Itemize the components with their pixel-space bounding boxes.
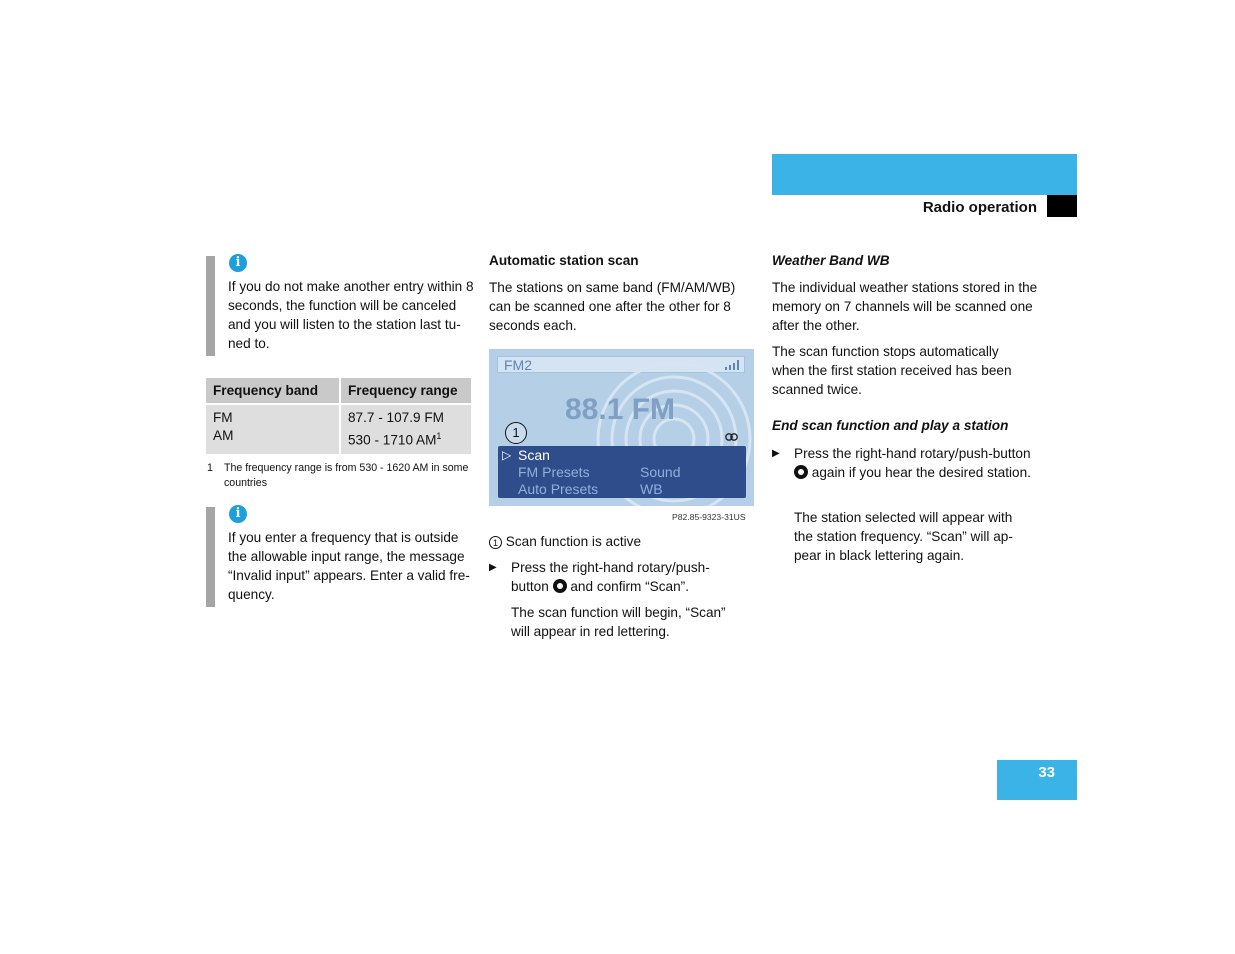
frequency-readout: 88.1 FM: [565, 393, 676, 426]
legend-number: 1: [489, 536, 502, 549]
menu-item-scan[interactable]: Scan: [518, 447, 550, 463]
info-text: If you do not make another entry within 8 seconds, the function will be canceled and you will listen to the station last tu-ned to.: [228, 279, 474, 351]
auto-scan-heading: Automatic station scan: [489, 253, 639, 268]
figure-caption: P82.85-9323-31US: [672, 512, 746, 522]
info-icon: i: [229, 505, 247, 523]
table-header: Frequency range: [340, 378, 471, 404]
step-text: Press the right-hand rotary/push-button again if you hear the desired station.: [794, 446, 1031, 480]
step-result: The scan function will begin, “Scan” will appear in red lettering.: [511, 605, 726, 639]
step-bullet-icon: ▶: [489, 562, 497, 573]
footnote-text: The frequency range is from 530 - 1620 AM in some countries: [224, 462, 469, 489]
info-bar: [206, 507, 215, 607]
menu-item-sound[interactable]: Sound: [640, 464, 681, 480]
section-title: Audio: [1148, 168, 1195, 185]
menu-item-fm-presets[interactable]: FM Presets: [518, 464, 590, 480]
header-marker: [1047, 195, 1077, 217]
subsection-title: Radio operation: [922, 199, 1037, 216]
menu-item-wb[interactable]: WB: [640, 481, 663, 497]
band-am: AM: [213, 428, 234, 443]
legend-text: Scan function is active: [505, 534, 642, 549]
step-result: The station selected will appear with the station frequency. “Scan” will ap-pear in black lettering again.: [794, 510, 1013, 563]
weather-heading: Weather Band WB: [772, 253, 890, 268]
range-fm: 87.7 - 107.9 FM: [348, 410, 444, 425]
footnote-marker: 1: [436, 431, 442, 441]
info-icon: i: [229, 254, 247, 272]
weather-text-1: The individual weather stations stored in the memory on 7 channels will be scanned one after the other.: [772, 280, 1038, 333]
table-header: Frequency band: [206, 378, 340, 404]
band-label: FM2: [504, 357, 532, 373]
info-text: If you enter a frequency that is outside the allowable input range, the message “Invalid input” appears. Enter a valid fre-quency.: [228, 530, 470, 602]
step-bullet-icon: ▶: [772, 448, 780, 459]
callout-marker: 1: [505, 422, 527, 444]
legend-item: [489, 532, 754, 551]
step-item: [772, 444, 1042, 482]
frequency-table: [206, 378, 471, 454]
rotary-button-icon: [553, 579, 567, 593]
band-fm: FM: [213, 410, 233, 425]
stereo-icon: [725, 433, 738, 441]
weather-text-2: The scan function stops automatically when the first station received has been scanned twice.: [772, 344, 1012, 397]
range-am: 530 - 1710 $AM^1$: [348, 431, 442, 448]
step-item: [489, 558, 729, 596]
header-band: [772, 154, 1077, 195]
step-text: Press the right-hand rotary/push-button and confirm “Scan”.: [511, 560, 710, 594]
table-row: [206, 404, 471, 454]
auto-scan-intro: The stations on same band (FM/AM/WB) can be scanned one after the other for 8 seconds each.: [489, 280, 736, 333]
footnote-number: 1: [207, 462, 213, 474]
menu-item-auto-presets[interactable]: Auto Presets: [518, 481, 599, 497]
display-menu: [498, 446, 746, 498]
info-bar: [206, 256, 215, 356]
end-scan-heading: End scan function and play a station: [772, 418, 1009, 433]
radio-display: [489, 349, 754, 506]
selection-marker-icon: ▷: [502, 448, 512, 462]
rotary-button-icon: [794, 465, 808, 479]
page-number: 33: [1038, 764, 1055, 781]
